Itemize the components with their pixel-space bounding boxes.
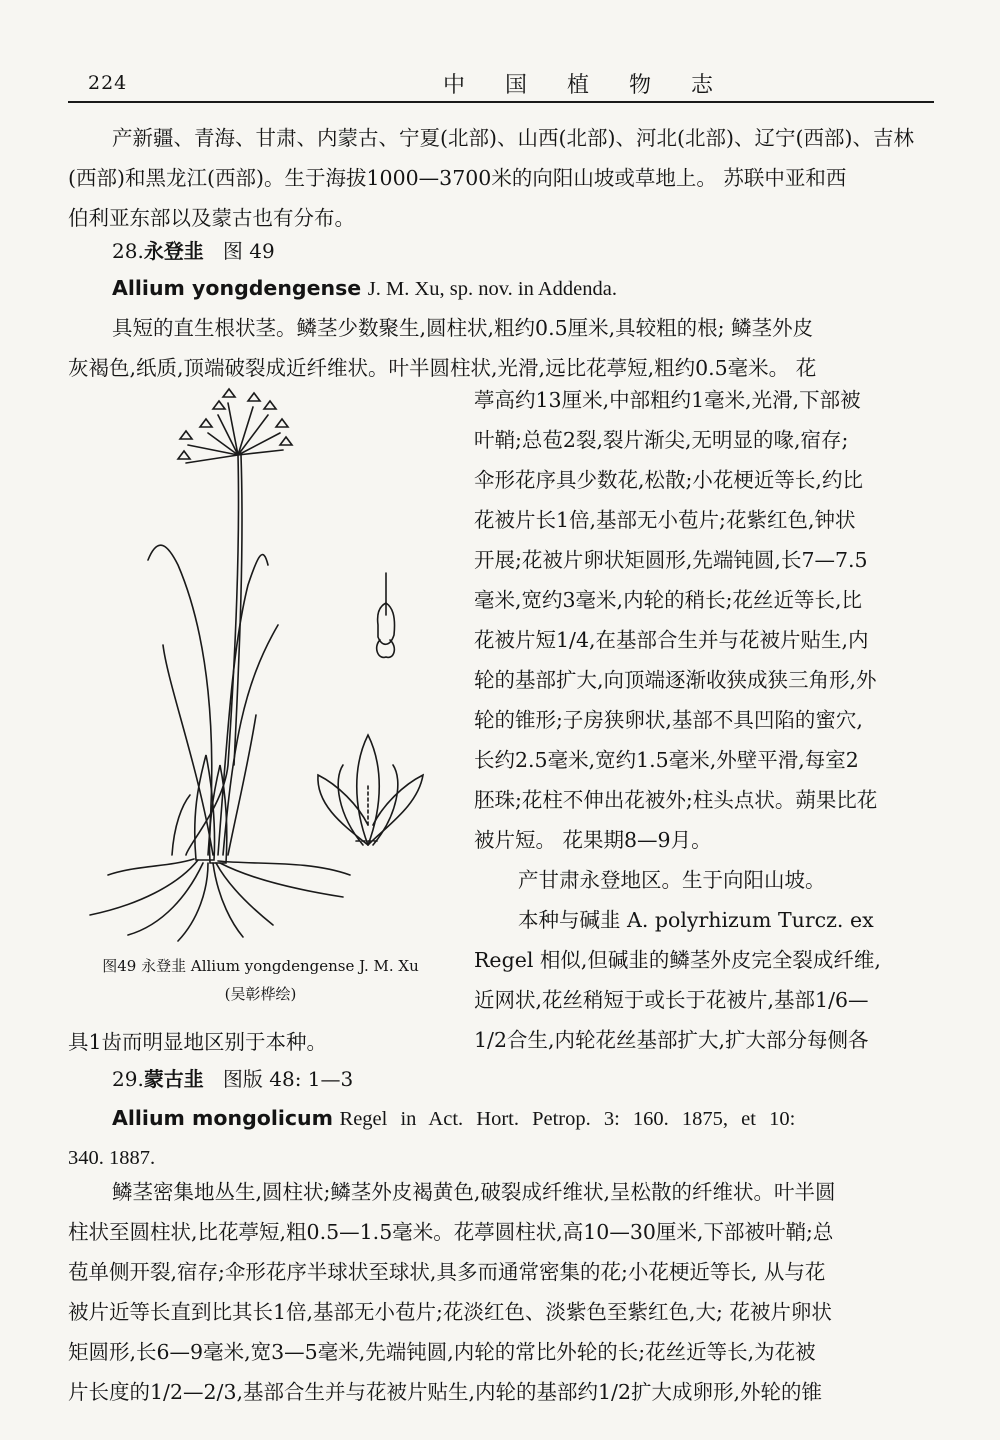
caption-text: 图49 永登韭 Allium yongdengense J. M. Xu	[102, 957, 419, 975]
page-header	[68, 64, 934, 100]
text-line: 具短的直生根状茎。鳞茎少数聚生,圆柱状,粗约0.5厘米,具较粗的根; 鳞茎外皮	[112, 316, 814, 340]
page-number: 224	[88, 72, 128, 94]
figure-49-caption	[68, 952, 453, 1008]
running-title: 中国植物志	[443, 73, 754, 98]
latin-citation: J. M. Xu, sp. nov. in Addenda.	[367, 278, 617, 300]
distribution-line: 产甘肃永登地区。生于向阳山坡。	[518, 868, 826, 892]
text-line: 花被片长1倍,基部无小苞片;花紫红色,钟状	[474, 508, 856, 532]
text-line: 柱状至圆柱状,比花葶短,粗0.5—1.5毫米。花葶圆柱状,高10—30厘米,下部被叶鞘;总	[68, 1220, 834, 1244]
text-line: (西部)和黑龙江(西部)。生于海拔1000—3700米的向阳山坡或草地上。 苏联中亚和西	[68, 166, 847, 190]
text-line: 矩圆形,长6—9毫米,宽3—5毫米,先端钝圆,内轮的常比外轮的长;花丝近等长,为花被	[68, 1340, 816, 1364]
species-28-description-column	[474, 380, 934, 1060]
species-28-latin	[112, 268, 617, 309]
latin-name: Allium yongdengense	[112, 276, 362, 300]
species-28-description-full	[68, 308, 938, 388]
species-28-comparison-end	[68, 1022, 327, 1062]
text-line: 片长度的1/2—2/3,基部合生并与花被片贴生,内轮的基部约1/2扩大成卵形,外轮的锥	[68, 1380, 823, 1404]
text-line: 毫米,宽约3毫米,内轮的稍长;花丝近等长,比	[474, 588, 862, 612]
figure-49-illustration	[68, 385, 453, 945]
umbel-flowers	[178, 389, 292, 463]
text-line: 开展;花被片卵状矩圆形,先端钝圆,长7—7.5	[474, 548, 868, 572]
species-number: 28.	[112, 239, 144, 263]
text-line: 轮的锥形;子房狭卵状,基部不具凹陷的蜜穴,	[474, 708, 863, 732]
text-line: 产新疆、青海、甘肃、内蒙古、宁夏(北部)、山西(北部)、河北(北部)、辽宁(西部)、吉林	[112, 126, 914, 150]
plate-reference: 图版 48: 1—3	[222, 1067, 354, 1091]
text-line: 伯利亚东部以及蒙古也有分布。	[68, 206, 355, 230]
latin-citation: Regel in Act. Hort. Petrop. 3: 160. 1875, et 10:	[339, 1108, 796, 1130]
text-line: 近网状,花丝稍短于或长于花被片,基部1/6—	[474, 988, 869, 1012]
text-line: 苞单侧开裂,宿存;伞形花序半球状至球状,具多而通常密集的花;小花梗近等长, 从与花	[68, 1260, 826, 1284]
text-line: 被片近等长直到比其长1倍,基部无小苞片;花淡红色、淡紫色至紫红色,大; 花被片卵状	[68, 1300, 832, 1324]
text-line: 长约2.5毫米,宽约1.5毫米,外壁平滑,每室2	[474, 748, 859, 772]
latin-citation: 340. 1887.	[68, 1147, 156, 1169]
figure-reference: 图 49	[222, 239, 275, 263]
text-line: 叶鞘;总苞2裂,裂片渐尖,无明显的喙,宿存;	[474, 428, 849, 452]
species-chinese-name: 蒙古韭	[143, 1067, 204, 1091]
text-line: Regel 相似,但碱韭的鳞茎外皮完全裂成纤维,	[474, 948, 881, 972]
text-line: 葶高约13厘米,中部粗约1毫米,光滑,下部被	[474, 388, 861, 412]
caption-credit: (吴彰桦绘)	[224, 985, 297, 1003]
text-line: 轮的基部扩大,向顶端逐渐收狭成狭三角形,外	[474, 668, 877, 692]
species-29-latin	[112, 1098, 938, 1139]
species-29-heading	[112, 1059, 353, 1099]
header-rule	[68, 101, 934, 103]
previous-species-distribution	[68, 118, 938, 238]
text-line: 1/2合生,内轮花丝基部扩大,扩大部分每侧各	[474, 1028, 869, 1052]
text-line: 本种与碱韭 A. polyrhizum Turcz. ex	[518, 908, 874, 932]
text-line: 具1齿而明显地区别于本种。	[68, 1030, 328, 1054]
text-line: 被片短。 花果期8—9月。	[474, 828, 712, 852]
latin-name: Allium mongolicum	[112, 1106, 333, 1130]
text-line: 灰褐色,纸质,顶端破裂成近纤维状。叶半圆柱状,光滑,远比花葶短,粗约0.5毫米。 花	[68, 356, 817, 380]
species-29-description	[68, 1172, 938, 1412]
text-line: 花被片短1/4,在基部合生并与花被片贴生,内	[474, 628, 869, 652]
species-28-heading	[112, 231, 275, 271]
species-number: 29.	[112, 1067, 144, 1091]
text-line: 鳞茎密集地丛生,圆柱状;鳞茎外皮褐黄色,破裂成纤维状,呈松散的纤维状。叶半圆	[112, 1180, 836, 1204]
text-line: 伞形花序具少数花,松散;小花梗近等长,约比	[474, 468, 863, 492]
text-line: 胚珠;花柱不伸出花被外;柱头点状。蒴果比花	[474, 788, 878, 812]
species-chinese-name: 永登韭	[143, 239, 204, 263]
